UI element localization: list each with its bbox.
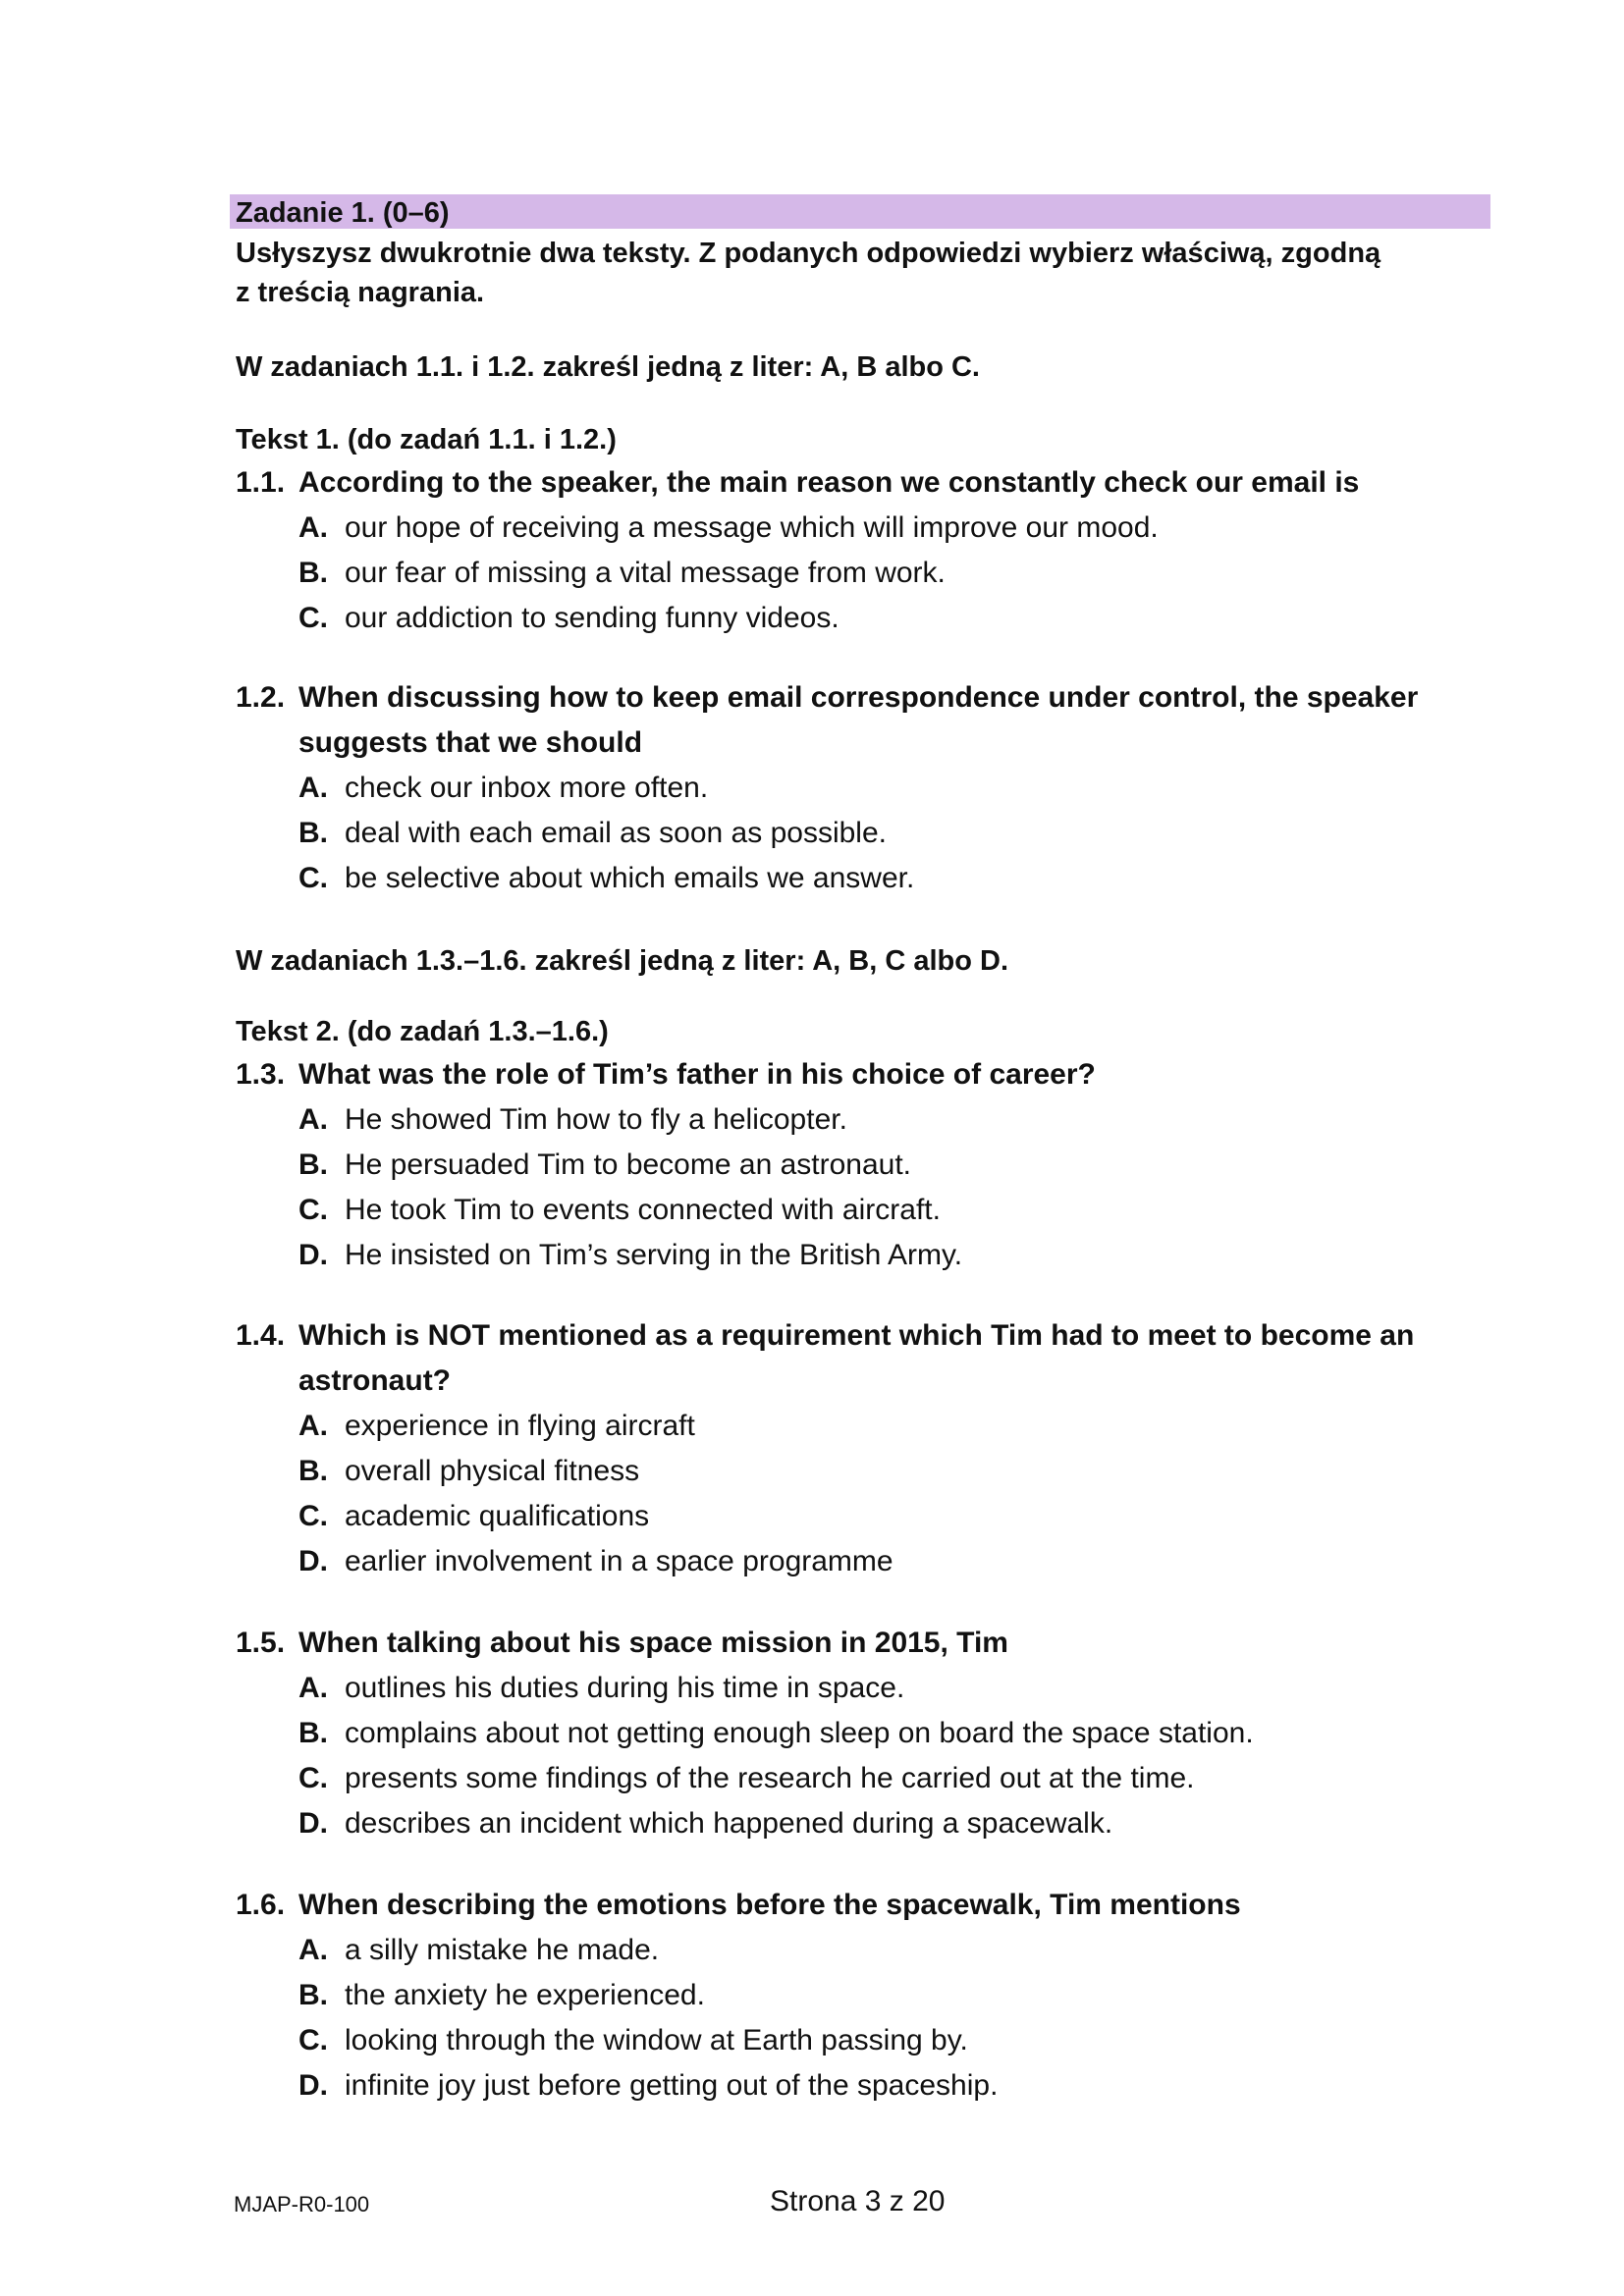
option-letter: B. bbox=[298, 1717, 328, 1749]
option-c[interactable] bbox=[298, 856, 914, 901]
option-a[interactable] bbox=[298, 1928, 998, 1973]
option-b[interactable] bbox=[298, 811, 914, 856]
option-letter: B. bbox=[298, 557, 328, 589]
option-letter: C. bbox=[298, 1500, 328, 1532]
option-letter: C. bbox=[298, 1762, 328, 1794]
option-letter: D. bbox=[298, 1545, 328, 1577]
option-text: infinite joy just before getting out of the spaceship. bbox=[345, 2069, 999, 2102]
question-text: When discussing how to keep email correspondence under control, the speaker suggests that we should bbox=[298, 681, 1419, 759]
option-letter: A. bbox=[298, 1410, 328, 1442]
option-text: overall physical fitness bbox=[345, 1455, 640, 1487]
footer-exam-code: MJAP-R0-100 bbox=[234, 2192, 370, 2216]
option-c[interactable] bbox=[298, 1494, 893, 1539]
option-letter: B. bbox=[298, 1455, 328, 1487]
part2-instruction: W zadaniach 1.3.–1.6. zakreśl jedną z liter: A, B, C albo D. bbox=[236, 945, 1009, 977]
option-text: earlier involvement in a space programme bbox=[345, 1545, 893, 1577]
option-letter: B. bbox=[298, 1148, 328, 1181]
option-text: He showed Tim how to fly a helicopter. bbox=[345, 1103, 847, 1136]
option-text: He insisted on Tim’s serving in the British Army. bbox=[345, 1239, 963, 1271]
option-c[interactable] bbox=[298, 2018, 998, 2063]
option-letter: B. bbox=[298, 817, 328, 849]
option-letter: A. bbox=[298, 772, 328, 804]
option-c[interactable] bbox=[298, 1188, 962, 1233]
option-letter: A. bbox=[298, 511, 328, 544]
option-a[interactable] bbox=[298, 1097, 962, 1143]
option-b[interactable] bbox=[298, 1449, 893, 1494]
option-text: looking through the window at Earth passing by. bbox=[345, 2024, 968, 2056]
option-text: our fear of missing a vital message from work. bbox=[345, 557, 946, 589]
option-a[interactable] bbox=[298, 1404, 893, 1449]
option-b[interactable] bbox=[298, 551, 1159, 596]
option-d[interactable] bbox=[298, 1233, 962, 1278]
task-title: Zadanie 1. (0–6) bbox=[236, 197, 450, 229]
option-text: be selective about which emails we answer. bbox=[345, 862, 915, 894]
option-a[interactable] bbox=[298, 1666, 1254, 1711]
option-list bbox=[298, 1097, 962, 1278]
option-b[interactable] bbox=[298, 1143, 962, 1188]
option-text: deal with each email as soon as possible. bbox=[345, 817, 887, 849]
option-text: the anxiety he experienced. bbox=[345, 1979, 705, 2011]
option-letter: C. bbox=[298, 862, 328, 894]
option-text: presents some findings of the research he carried out at the time. bbox=[345, 1762, 1195, 1794]
question-number: 1.5. bbox=[236, 1627, 286, 1659]
question-text: Which is NOT mentioned as a requirement which Tim had to meet to become an astronaut? bbox=[298, 1319, 1415, 1397]
option-text: describes an incident which happened during a spacewalk. bbox=[345, 1807, 1113, 1840]
question-number: 1.2. bbox=[236, 681, 286, 714]
question-text: When talking about his space mission in 2015, Tim bbox=[298, 1627, 1008, 1659]
option-a[interactable] bbox=[298, 766, 914, 811]
option-text: complains about not getting enough sleep on board the space station. bbox=[345, 1717, 1254, 1749]
option-text: check our inbox more often. bbox=[345, 772, 709, 804]
option-list bbox=[298, 1666, 1254, 1846]
option-list bbox=[298, 766, 914, 901]
option-c[interactable] bbox=[298, 1756, 1254, 1801]
option-list bbox=[298, 1928, 998, 2109]
question-text: According to the speaker, the main reason we constantly check our email is bbox=[298, 466, 1360, 499]
question-number: 1.3. bbox=[236, 1058, 286, 1091]
option-text: He persuaded Tim to become an astronaut. bbox=[345, 1148, 912, 1181]
option-letter: C. bbox=[298, 1194, 328, 1226]
question-text: When describing the emotions before the spacewalk, Tim mentions bbox=[298, 1889, 1241, 1921]
option-b[interactable] bbox=[298, 1711, 1254, 1756]
option-list bbox=[298, 1404, 893, 1584]
option-letter: C. bbox=[298, 602, 328, 634]
option-text: academic qualifications bbox=[345, 1500, 650, 1532]
option-text: a silly mistake he made. bbox=[345, 1934, 660, 1966]
question-number: 1.6. bbox=[236, 1889, 286, 1921]
option-letter: D. bbox=[298, 2069, 328, 2102]
option-a[interactable] bbox=[298, 506, 1159, 551]
task-instruction-line2: z treścią nagrania. bbox=[236, 277, 485, 308]
option-d[interactable] bbox=[298, 1539, 893, 1584]
text2-label: Tekst 2. (do zadań 1.3.–1.6.) bbox=[236, 1016, 609, 1047]
option-letter: A. bbox=[298, 1934, 328, 1966]
option-text: our addiction to sending funny videos. bbox=[345, 602, 839, 634]
option-text: our hope of receiving a message which will improve our mood. bbox=[345, 511, 1159, 544]
option-d[interactable] bbox=[298, 2063, 998, 2109]
part1-instruction: W zadaniach 1.1. i 1.2. zakreśl jedną z liter: A, B albo C. bbox=[236, 351, 980, 383]
option-letter: A. bbox=[298, 1103, 328, 1136]
option-letter: D. bbox=[298, 1807, 328, 1840]
footer-page-number: Strona 3 z 20 bbox=[770, 2185, 946, 2217]
text1-label: Tekst 1. (do zadań 1.1. i 1.2.) bbox=[236, 424, 617, 455]
option-letter: C. bbox=[298, 2024, 328, 2056]
option-letter: D. bbox=[298, 1239, 328, 1271]
option-text: experience in flying aircraft bbox=[345, 1410, 695, 1442]
option-c[interactable] bbox=[298, 596, 1159, 641]
option-d[interactable] bbox=[298, 1801, 1254, 1846]
question-number: 1.4. bbox=[236, 1319, 286, 1352]
question-number: 1.1. bbox=[236, 466, 286, 499]
option-b[interactable] bbox=[298, 1973, 998, 2018]
option-letter: A. bbox=[298, 1672, 328, 1704]
option-text: He took Tim to events connected with aircraft. bbox=[345, 1194, 941, 1226]
task-instruction-line1: Usłyszysz dwukrotnie dwa teksty. Z podanych odpowiedzi wybierz właściwą, zgodną bbox=[236, 238, 1381, 269]
option-list bbox=[298, 506, 1159, 641]
option-text: outlines his duties during his time in space. bbox=[345, 1672, 905, 1704]
option-letter: B. bbox=[298, 1979, 328, 2011]
question-text: What was the role of Tim’s father in his choice of career? bbox=[298, 1058, 1096, 1091]
